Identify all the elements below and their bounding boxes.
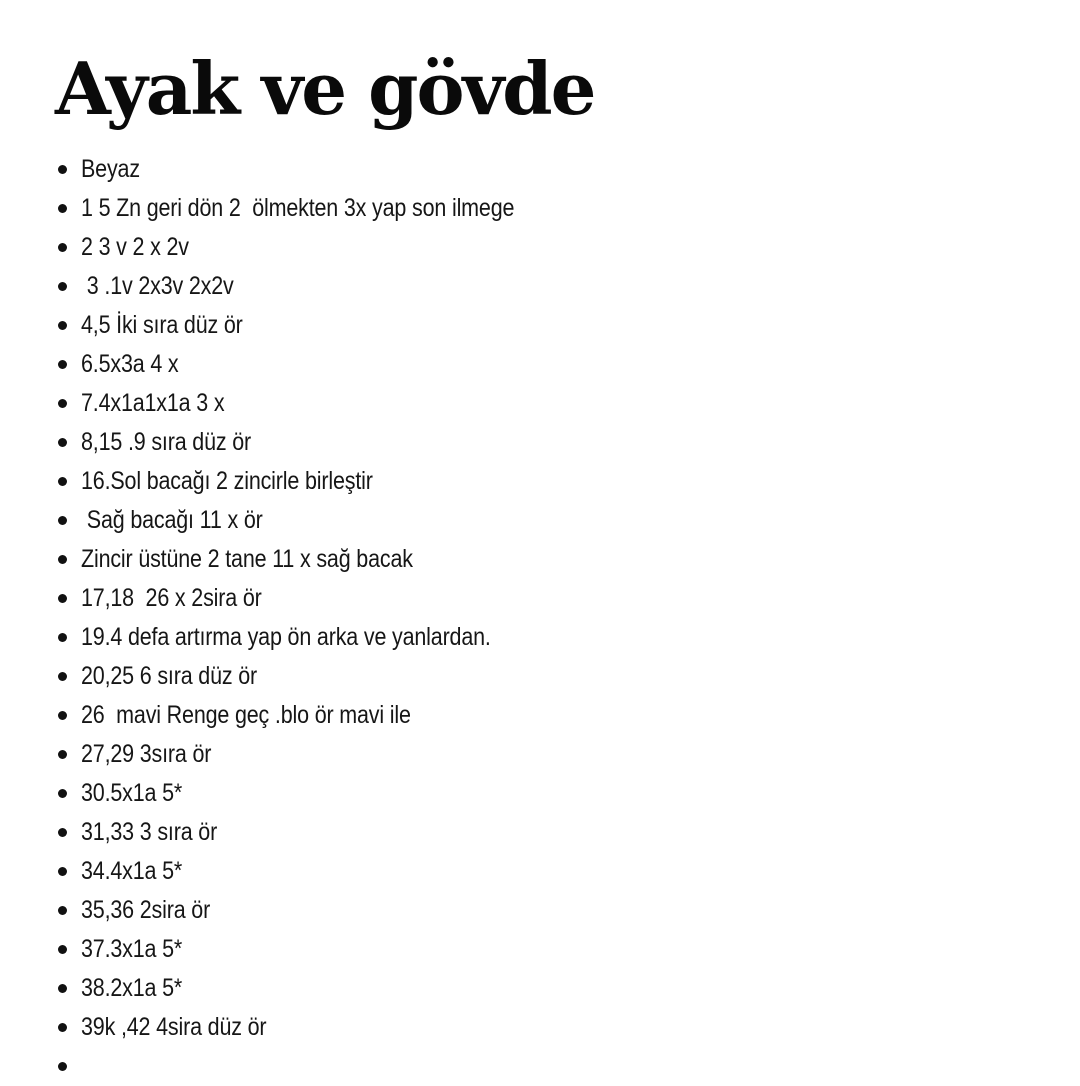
- list-item-text: Zincir üstüne 2 tane 11 x sağ bacak: [81, 545, 413, 573]
- bullet-icon: [58, 594, 67, 603]
- list-item: [58, 267, 585, 306]
- bullet-icon: [58, 477, 67, 486]
- list-item-text: Beyaz: [81, 155, 140, 183]
- bullet-icon: [58, 243, 67, 252]
- list-item: [58, 501, 585, 540]
- list-item: [58, 696, 585, 735]
- bullet-icon: [58, 165, 67, 174]
- bullet-icon: [58, 633, 67, 642]
- list-item: [58, 540, 585, 579]
- list-item: [58, 930, 585, 969]
- list-item: [58, 657, 585, 696]
- list-item-text: 1 5 Zn geri dön 2 ölmekten 3x yap son ilmege: [81, 194, 515, 222]
- list-item: [58, 306, 585, 345]
- list-item: [58, 1047, 585, 1086]
- page-title: Ayak ve gövde: [55, 46, 595, 131]
- bullet-icon: [58, 867, 67, 876]
- list-item-text: 3 .1v 2x3v 2x2v: [81, 272, 234, 300]
- list-item-text: 34.4x1a 5*: [81, 857, 183, 885]
- list-item-text: 30.5x1a 5*: [81, 779, 183, 807]
- bullet-icon: [58, 516, 67, 525]
- list-item: [58, 969, 585, 1008]
- list-item-text: 2 3 v 2 x 2v: [81, 233, 189, 261]
- list-item-text: 38.2x1a 5*: [81, 974, 183, 1002]
- bullet-icon: [58, 711, 67, 720]
- list-item: [58, 813, 585, 852]
- list-item-text: 39k ,42 4sira düz ör: [81, 1013, 267, 1041]
- list-item: [58, 618, 585, 657]
- list-item-text: 37.3x1a 5*: [81, 935, 183, 963]
- list-item: [58, 384, 585, 423]
- bullet-icon: [58, 555, 67, 564]
- bullet-icon: [58, 1062, 67, 1071]
- list-item: [58, 735, 585, 774]
- list-item-text: 26 mavi Renge geç .blo ör mavi ile: [81, 701, 411, 729]
- list-item-text: 20,25 6 sıra düz ör: [81, 662, 258, 690]
- list-item-text: 27,29 3sıra ör: [81, 740, 212, 768]
- list-item-text: 31,33 3 sıra ör: [81, 818, 218, 846]
- bullet-icon: [58, 399, 67, 408]
- list-item-text: 35,36 2sira ör: [81, 896, 211, 924]
- list-item-text: 19.4 defa artırma yap ön arka ve yanlardan.: [81, 623, 491, 651]
- list-item-text: 6.5x3a 4 x: [81, 350, 179, 378]
- list-item-text: 8,15 .9 sıra düz ör: [81, 428, 252, 456]
- bullet-icon: [58, 321, 67, 330]
- list-item: [58, 150, 585, 189]
- list-item: [58, 579, 585, 618]
- bullet-icon: [58, 360, 67, 369]
- bullet-icon: [58, 672, 67, 681]
- bullet-icon: [58, 789, 67, 798]
- instruction-list: [58, 150, 585, 1086]
- list-item: [58, 423, 585, 462]
- list-item-text: 17,18 26 x 2sira ör: [81, 584, 262, 612]
- list-item-text: 7.4x1a1x1a 3 x: [81, 389, 225, 417]
- list-item: [58, 345, 585, 384]
- bullet-icon: [58, 1023, 67, 1032]
- bullet-icon: [58, 282, 67, 291]
- bullet-icon: [58, 984, 67, 993]
- list-item: [58, 1008, 585, 1047]
- list-item: [58, 891, 585, 930]
- list-item: [58, 462, 585, 501]
- list-item: [58, 228, 585, 267]
- list-item: [58, 774, 585, 813]
- bullet-icon: [58, 828, 67, 837]
- bullet-icon: [58, 204, 67, 213]
- bullet-icon: [58, 906, 67, 915]
- bullet-icon: [58, 945, 67, 954]
- list-item-text: Sağ bacağı 11 x ör: [81, 506, 263, 534]
- list-item-text: 16.Sol bacağı 2 zincirle birleştir: [81, 467, 373, 495]
- list-item: [58, 189, 585, 228]
- list-item-text: 4,5 İki sıra düz ör: [81, 311, 243, 339]
- bullet-icon: [58, 750, 67, 759]
- list-item: [58, 852, 585, 891]
- bullet-icon: [58, 438, 67, 447]
